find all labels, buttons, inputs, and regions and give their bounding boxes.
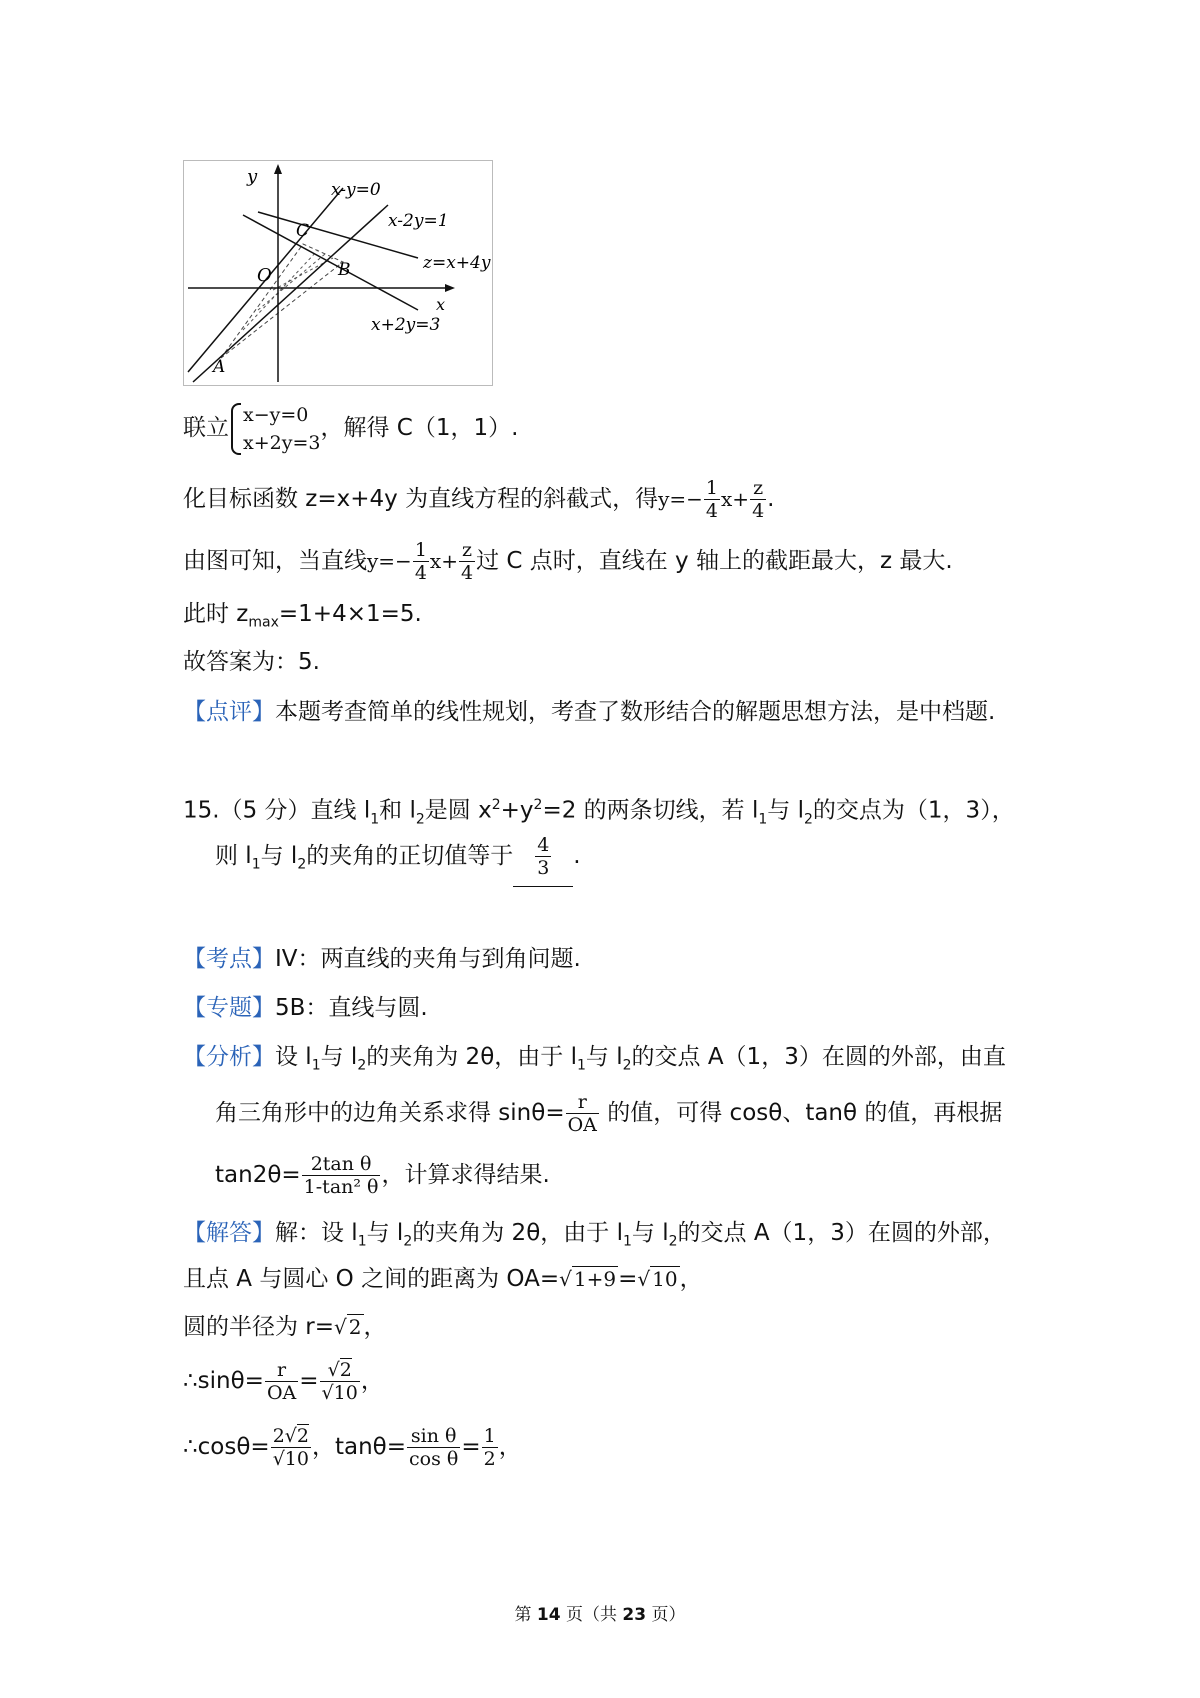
slope-form-line: 化目标函数 z=x+4y 为直线方程的斜截式，得y=− $\frac{1}{4}$ x+ $\frac{z}{4}$ . — [183, 477, 775, 522]
jieda-tag: 【解答】 — [183, 1220, 275, 1246]
fenxi-line2: 角三角形中的边角关系求得 sinθ= $\frac{r}{OA}$ 的值，可得 cosθ、tanθ 的值，再根据 — [215, 1091, 1003, 1136]
comment-line: 【点评】本题考查简单的线性规划，考查了数形结合的解题思想方法，是中档题. — [183, 699, 996, 725]
zmax-line: 此时 $z_{max}=1+4\times 1=5$. — [183, 601, 422, 631]
fenxi-tag: 【分析】 — [183, 1044, 275, 1070]
equation-system: x−y=0 x+2y=3 — [229, 401, 320, 457]
graph-reasoning-line: 由图可知，当直线y=− $\frac{1}{4}$ x+ $\frac{z}{4}$ 过 C 点时，直线在 y 轴上的截距最大，z 最大. — [183, 539, 953, 584]
fenxi-line1: 【分析】设 $l_1$与 $l_2$的夹角为 2θ，由于 $l_1$与 $l_2$的交点 A（1，3）在圆的外部，由直 — [183, 1044, 1006, 1074]
system-line: 联立 x−y=0 x+2y=3 ，解得 C（1，1）. — [183, 398, 518, 458]
linear-programming-figure — [183, 160, 493, 386]
answer-blank: $\frac{4}{3}$ — [513, 826, 573, 887]
kaodian-line: 【考点】IV：两直线的夹角与到角问题. — [183, 946, 581, 972]
answer-line: 故答案为：5. — [183, 649, 320, 675]
line1-label: x-y=0 — [331, 180, 381, 200]
zhuanti-tag: 【专题】 — [183, 995, 275, 1021]
jieda-line3: 圆的半径为 r=√ 2， — [183, 1314, 387, 1340]
point-a-label: A — [213, 357, 226, 377]
q15-line1: 15.（5 分）直线 $l_1$和 $l_2$是圆 $x^2+y^2=2$ 的两条切线，若 $l_1$与 $l_2$的交点为（1，3）， — [183, 797, 1015, 828]
point-c-label: C — [296, 221, 310, 241]
point-b-label: B — [338, 260, 351, 280]
jieda-line1: 【解答】解：设 $l_1$与 $l_2$的夹角为 2θ，由于 $l_1$与 $l_2$的交点 A（1，3）在圆的外部， — [183, 1220, 1006, 1250]
zhuanti-line: 【专题】5B：直线与圆. — [183, 995, 428, 1021]
x-axis-label: x — [436, 295, 446, 314]
q15-line2: 则 $l_1$与 $l_2$的夹角的正切值等于 $\frac{4}{3}$ . — [215, 826, 581, 895]
line3-label: z=x+4y — [423, 253, 491, 273]
page-footer: 第 14 页（共 23 页） — [514, 1605, 686, 1625]
fenxi-line3: tan2θ= $\frac{\text{2tan θ}}{\text{1-tan² θ}}$ ，计算求得结果. — [215, 1153, 550, 1198]
y-axis-label: y — [247, 166, 258, 187]
page-number: 14 — [536, 1605, 561, 1625]
kaodian-tag: 【考点】 — [183, 946, 275, 972]
origin-label: O — [257, 265, 272, 286]
line4-label: x+2y=3 — [371, 315, 441, 335]
page-total: 23 — [622, 1605, 647, 1625]
line2-label: x-2y=1 — [388, 211, 449, 231]
comment-tag: 【点评】 — [183, 699, 275, 725]
jieda-line4: ∴sinθ= $\frac{r}{OA}$ = $\frac{√2}{√10}$ ， — [183, 1359, 384, 1404]
jieda-line2: 且点 A 与圆心 O 之间的距离为 OA=√ 1+9=√ 10， — [183, 1266, 703, 1292]
jieda-line5: ∴cosθ= $\frac{2√2}{√10}$ ，tanθ= $\frac{\text{sin θ}}{\text{cos θ}}$ = $\frac{1}{2}$ ， — [183, 1425, 522, 1470]
